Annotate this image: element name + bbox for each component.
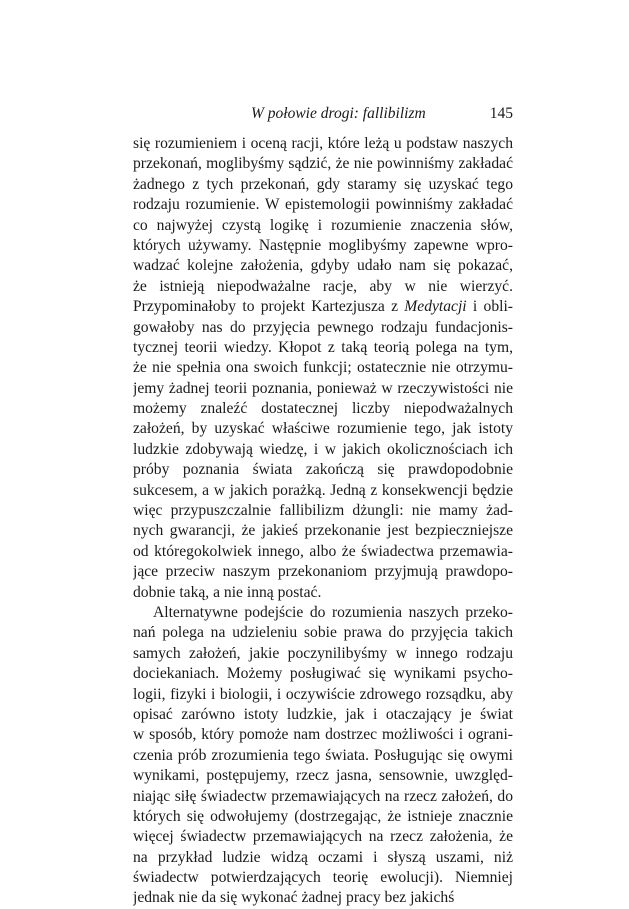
text-line: świadectw potwierdzających teorię ewolucji). Niemniej: [133, 869, 513, 887]
text-line: których używamy. Następnie moglibyśmy zapewne wpro-: [133, 236, 513, 254]
text-line: niając siłę świadectw przemawiających na rzecz założeń, do: [133, 787, 513, 805]
text-line: się rozumieniem i oceną racji, które leżą u podstaw naszych: [133, 135, 513, 152]
paragraph-1: [133, 134, 513, 603]
text-line: nych gwarancji, że jakieś przekonanie jest bezpieczniejsze: [133, 522, 513, 540]
text-line: że istnieją niepodważalne racje, aby w nie wierzyć.: [133, 277, 513, 295]
running-head: [133, 103, 513, 125]
text-line: nań polega na udzieleniu sobie prawa do przyjęcia takich: [133, 624, 513, 642]
text-line: tycznej teorii wiedzy. Kłopot z taką teorią polega na tym,: [133, 338, 513, 356]
text-line: przekonań, moglibyśmy sądzić, że nie powinniśmy zakładać: [133, 155, 513, 173]
text-line: czenia prób zrozumienia tego świata. Posługując się owymi: [133, 746, 513, 764]
text-line: logii, fizyki i biologii, i oczywiście zdrowego rozsądku, aby: [133, 685, 513, 703]
text-line: na przykład ludzie widzą oczami i słyszą uszami, niż: [133, 848, 513, 866]
text-line: wadzać kolejne założenia, gdyby udało nam się pokazać,: [133, 257, 513, 275]
text-line: próby poznania świata zakończą się prawdopodobnie: [133, 461, 513, 479]
running-title-term: fallibilizm: [362, 105, 426, 122]
text-line: Przypominałoby to projekt Kartezjusza z Medytacji i obli-: [133, 298, 513, 316]
running-title-prefix: W połowie drogi:: [251, 105, 363, 122]
text-line: co najwyżej czystą logikę i rozumienie znaczenia słów,: [133, 216, 513, 234]
text-line: rodzaju rozumienie. W epistemologii powinniśmy zakładać: [133, 196, 513, 214]
text-line: żadnego z tych przekonań, gdy staramy się uzyskać tego: [133, 175, 513, 193]
text-line: gowałoby nas do przyjęcia pewnego rodzaju fundacjonis-: [133, 318, 513, 336]
text-line: których się odwołujemy (dostrzegając, że istnieje znacznie: [133, 807, 513, 825]
text-line: więcej świadectw przemawiających na rzecz założenia, że: [133, 828, 513, 846]
text-line: Alternatywne podejście do rozumienia naszych przeko-: [153, 603, 513, 621]
text-line: że nie spełnia ona swoich funkcji; ostatecznie nie otrzymu-: [133, 359, 513, 377]
text-line: dociekaniach. Możemy posługiwać się wynikami psycho-: [133, 665, 513, 683]
italic-title: Medytacji: [404, 298, 467, 316]
body-text: [133, 134, 513, 909]
text-line: sukcesem, a w jakich porażką. Jedną z konsekwencji będzie: [133, 481, 513, 499]
text-line: samych założeń, jakie poczynilibyśmy w innego rodzaju: [133, 644, 513, 662]
page-number: 145: [489, 105, 513, 122]
running-title: [251, 103, 426, 125]
paragraph-2: [133, 603, 513, 909]
text-line: więc przypuszczalnie fallibilizm dżungli: nie mamy żad-: [133, 502, 513, 520]
text-line: dobnie taką, a nie inną postać.: [133, 583, 322, 601]
text-line: wynikami, postępujemy, rzecz jasna, sensownie, uwzględ-: [133, 767, 513, 785]
text-line: od któregokolwiek innego, albo że świadectwa przemawia-: [133, 542, 513, 560]
text-line: ludzkie zdobywają wiedzę, i w jakich okolicznościach ich: [133, 440, 513, 458]
text-line: jednak nie da się wykonać żadnej pracy bez jakichś: [133, 889, 455, 907]
text-line: w sposób, który pomoże nam dostrzec możliwości i ograni-: [133, 726, 513, 744]
text-line: założeń, by uzyskać właściwe rozumienie tego, jak istoty: [133, 420, 513, 438]
text-line: opisać zarówno istoty ludzkie, jak i otaczający je świat: [133, 705, 513, 723]
text-line: jemy żadnej teorii poznania, ponieważ w rzeczywistości nie: [133, 379, 513, 397]
text-line: możemy znaleźć dostatecznej liczby niepodważalnych: [133, 400, 513, 418]
text-line: jące przeciw naszym przekonaniom przyjmują prawdopo-: [133, 563, 513, 581]
